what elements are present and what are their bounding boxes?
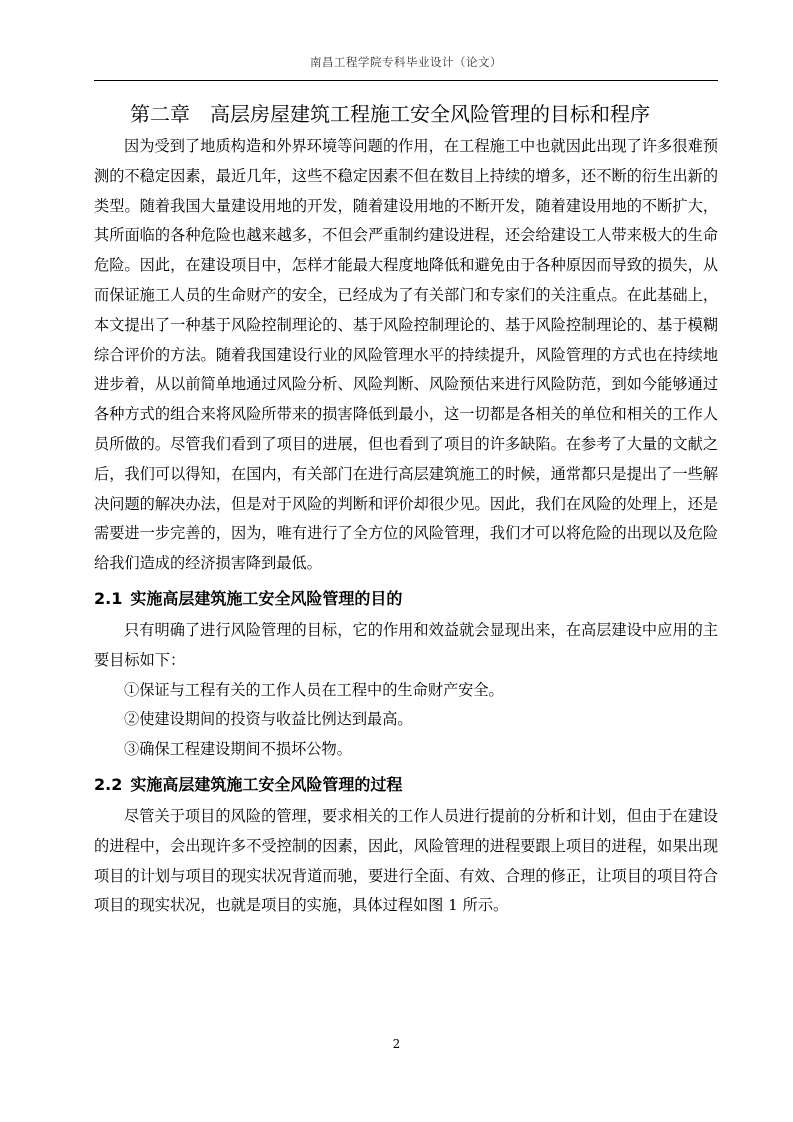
chapter-number: 第二章 — [130, 102, 190, 126]
chapter-title: 高层房屋建筑工程施工安全风险管理的目标和程序 — [210, 102, 650, 126]
list-item: ②使建设期间的投资与收益比例达到最高。 — [124, 710, 413, 729]
header-divider — [94, 80, 718, 81]
page-number: 2 — [392, 1037, 401, 1051]
page-body — [94, 99, 718, 921]
section-title: 实施高层建筑施工安全风险管理的过程 — [130, 774, 403, 794]
section-title: 实施高层建筑施工安全风险管理的目的 — [130, 588, 403, 608]
running-header: 南昌工程学院专科毕业设计（论文） — [310, 55, 502, 69]
objectives-list — [94, 676, 718, 765]
list-item: ③确保工程建设期间不损坏公物。 — [124, 740, 352, 759]
intro-paragraph: 因为受到了地质构造和外界环境等问题的作用，在工程施工中也就因此出现了许多很难预测的不稳定因素，最近几年，这些不稳定因素不但在数目上持续的增多，还不断的衍生出新的类型。随着我国大量建设用地的开发，随着建设用地的不断开发，随着建设用地的不断扩大，其所面临的各种危险也越来越多，不但会严重制约建设进程，还会给建设工人带来极大的生命危险。因此，在建设项目中，怎样才能最大程度地降低和避免由于各种原因而导致的损失，从而保证施工人员的生命财产的安全，已经成为了有关部门和专家们的关注重点。在此基础上，本文提出了一种基于风险控制理论的、基于风险控制理论的、基于风险控制理论的、基于模糊综合评价的方法。随着我国建设行业的风险管理水平的持续提升，风险管理的方式也在持续地进步着，从以前简单地通过风险分析、风险判断、风险预估来进行风险防范，到如今能够通过各种方式的组合来将风险所带来的损害降低到最小，这一切都是各相关的单位和相关的工作人员所做的。尽管我们看到了项目的进展，但也看到了项目的许多缺陷。在参考了大量的文献之后，我们可以得知，在国内，有关部门在进行高层建筑施工的时候，通常都只是提出了一些解决问题的解决办法，但是对于风险的判断和评价却很少见。因此，我们在风险的处理上，还是需要进一步完善的，因为，唯有进行了全方位的风险管理，我们才可以将危险的出现以及危险给我们造成的经济损害降到最低。 — [94, 137, 718, 573]
list-item: ①保证与工程有关的工作人员在工程中的生命财产安全。 — [124, 680, 504, 699]
section-2-2-paragraph: 尽管关于项目的风险的管理，要求相关的工作人员进行提前的分析和计划，但由于在建设的进程中，会出现许多不受控制的因素，因此，风险管理的进程要跟上项目的进程，如果出现项目的计划与项目的现实状况背道而驰，要进行全面、有效、合理的修正，让项目的项目符合项目的现实状况，也就是项目的实施，具体过程如图 1 所示。 — [94, 806, 718, 915]
section-number: 2.2 — [94, 774, 123, 794]
section-2-1-paragraph: 只有明确了进行风险管理的目标，它的作用和效益就会显现出来，在高层建设中应用的主要目标如下： — [94, 620, 718, 669]
section-number: 2.1 — [94, 588, 123, 608]
chapter-heading — [94, 99, 718, 129]
section-heading-2-1 — [94, 588, 718, 610]
section-heading-2-2 — [94, 774, 718, 796]
